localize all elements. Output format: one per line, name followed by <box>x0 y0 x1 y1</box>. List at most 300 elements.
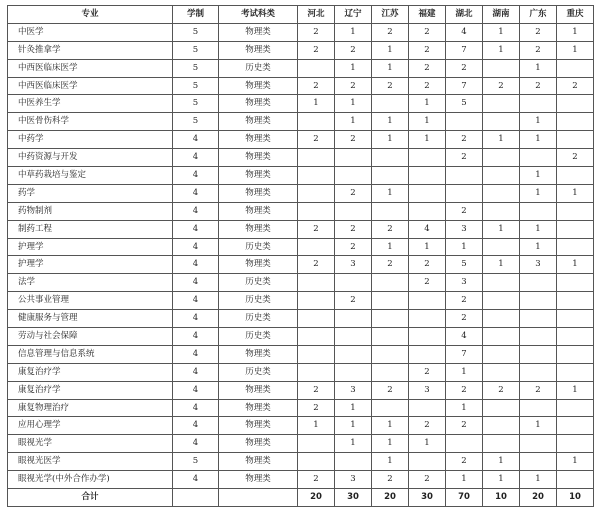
table-row <box>8 23 594 41</box>
quota-cell: 1 <box>483 453 520 471</box>
quota-cell <box>372 149 409 167</box>
quota-cell: 1 <box>557 256 594 274</box>
quota-cell: 3 <box>335 256 372 274</box>
exam-type-cell: 历史类 <box>219 274 298 292</box>
quota-cell <box>520 363 557 381</box>
quota-cell: 1 <box>409 238 446 256</box>
major-cell: 中医学 <box>8 23 173 41</box>
header-exam-type: 考试科类 <box>219 6 298 24</box>
total-jiangsu: 20 <box>372 489 409 507</box>
quota-cell: 1 <box>409 131 446 149</box>
major-cell: 眼视光医学 <box>8 453 173 471</box>
quota-cell: 2 <box>372 381 409 399</box>
quota-cell: 2 <box>335 238 372 256</box>
header-hebei: 河北 <box>298 6 335 24</box>
years-cell: 4 <box>173 184 219 202</box>
quota-cell <box>483 95 520 113</box>
quota-cell: 1 <box>298 417 335 435</box>
enrollment-plan-table <box>7 5 594 507</box>
quota-cell: 2 <box>409 41 446 59</box>
exam-type-cell: 物理类 <box>219 167 298 185</box>
quota-cell: 2 <box>372 77 409 95</box>
exam-type-cell: 历史类 <box>219 238 298 256</box>
exam-type-cell: 物理类 <box>219 471 298 489</box>
quota-cell: 1 <box>520 471 557 489</box>
total-chongqing: 10 <box>557 489 594 507</box>
quota-cell <box>483 113 520 131</box>
years-cell: 4 <box>173 328 219 346</box>
quota-cell: 4 <box>446 23 483 41</box>
major-cell: 法学 <box>8 274 173 292</box>
quota-cell: 2 <box>298 41 335 59</box>
table-row <box>8 167 594 185</box>
years-cell: 4 <box>173 149 219 167</box>
quota-cell <box>557 435 594 453</box>
quota-cell <box>372 167 409 185</box>
exam-type-cell: 物理类 <box>219 399 298 417</box>
quota-cell: 2 <box>298 471 335 489</box>
quota-cell <box>557 363 594 381</box>
major-cell: 健康服务与管理 <box>8 310 173 328</box>
quota-cell <box>372 399 409 417</box>
quota-cell: 2 <box>446 59 483 77</box>
exam-type-cell: 物理类 <box>219 113 298 131</box>
table-row <box>8 363 594 381</box>
exam-type-cell: 物理类 <box>219 417 298 435</box>
quota-cell: 2 <box>298 77 335 95</box>
quota-cell <box>483 238 520 256</box>
quota-cell: 2 <box>335 131 372 149</box>
quota-cell: 4 <box>446 328 483 346</box>
quota-cell: 2 <box>446 381 483 399</box>
quota-cell: 1 <box>335 435 372 453</box>
quota-cell <box>298 345 335 363</box>
quota-cell <box>409 328 446 346</box>
quota-cell: 3 <box>446 220 483 238</box>
years-cell: 4 <box>173 471 219 489</box>
years-cell: 5 <box>173 95 219 113</box>
table-row <box>8 41 594 59</box>
quota-cell: 1 <box>520 238 557 256</box>
quota-cell: 1 <box>446 399 483 417</box>
quota-cell: 1 <box>409 95 446 113</box>
quota-cell: 1 <box>557 23 594 41</box>
major-cell: 信息管理与信息系统 <box>8 345 173 363</box>
quota-cell: 2 <box>335 292 372 310</box>
header-guangdong: 广东 <box>520 6 557 24</box>
total-guangdong: 20 <box>520 489 557 507</box>
quota-cell: 2 <box>372 220 409 238</box>
quota-cell <box>335 328 372 346</box>
quota-cell <box>520 345 557 363</box>
major-cell: 眼视光学(中外合作办学) <box>8 471 173 489</box>
quota-cell <box>335 310 372 328</box>
quota-cell: 1 <box>557 184 594 202</box>
quota-cell <box>409 345 446 363</box>
table-row <box>8 435 594 453</box>
table-row <box>8 274 594 292</box>
quota-cell <box>483 435 520 453</box>
quota-cell <box>409 184 446 202</box>
exam-type-cell: 历史类 <box>219 59 298 77</box>
total-fujian: 30 <box>409 489 446 507</box>
table-row <box>8 345 594 363</box>
total-liaoning: 30 <box>335 489 372 507</box>
years-cell: 4 <box>173 399 219 417</box>
major-cell: 中草药栽培与鉴定 <box>8 167 173 185</box>
quota-cell <box>557 220 594 238</box>
major-cell: 中药资源与开发 <box>8 149 173 167</box>
exam-type-cell: 历史类 <box>219 310 298 328</box>
quota-cell <box>335 149 372 167</box>
quota-cell: 1 <box>446 363 483 381</box>
quota-cell: 2 <box>335 77 372 95</box>
quota-cell <box>335 363 372 381</box>
years-cell: 4 <box>173 417 219 435</box>
quota-cell: 1 <box>335 95 372 113</box>
quota-cell: 2 <box>409 256 446 274</box>
quota-cell <box>483 345 520 363</box>
table-row <box>8 256 594 274</box>
quota-cell <box>298 167 335 185</box>
major-cell: 公共事业管理 <box>8 292 173 310</box>
quota-cell: 1 <box>446 471 483 489</box>
table-row <box>8 184 594 202</box>
quota-cell <box>557 310 594 328</box>
quota-cell <box>335 167 372 185</box>
quota-cell <box>372 310 409 328</box>
plan-table-container <box>7 5 593 507</box>
major-cell: 中西医临床医学 <box>8 77 173 95</box>
quota-cell: 2 <box>520 23 557 41</box>
quota-cell: 2 <box>335 220 372 238</box>
exam-type-cell: 历史类 <box>219 292 298 310</box>
quota-cell <box>483 184 520 202</box>
quota-cell <box>298 435 335 453</box>
quota-cell <box>409 167 446 185</box>
quota-cell: 1 <box>520 59 557 77</box>
years-cell: 5 <box>173 453 219 471</box>
years-cell: 4 <box>173 345 219 363</box>
total-empty-years <box>173 489 219 507</box>
years-cell: 4 <box>173 220 219 238</box>
quota-cell: 2 <box>483 381 520 399</box>
quota-cell <box>298 202 335 220</box>
major-cell: 康复物理治疗 <box>8 399 173 417</box>
table-body <box>8 23 594 488</box>
quota-cell <box>483 167 520 185</box>
quota-cell <box>557 328 594 346</box>
quota-cell: 4 <box>409 220 446 238</box>
quota-cell: 2 <box>409 274 446 292</box>
quota-cell: 2 <box>520 77 557 95</box>
header-hubei: 湖北 <box>446 6 483 24</box>
quota-cell: 1 <box>520 113 557 131</box>
quota-cell: 2 <box>298 381 335 399</box>
quota-cell: 2 <box>298 399 335 417</box>
quota-cell: 1 <box>372 131 409 149</box>
exam-type-cell: 物理类 <box>219 256 298 274</box>
table-row <box>8 292 594 310</box>
quota-cell: 2 <box>335 41 372 59</box>
quota-cell <box>483 399 520 417</box>
quota-cell <box>372 274 409 292</box>
quota-cell <box>483 310 520 328</box>
quota-cell <box>298 184 335 202</box>
quota-cell: 1 <box>335 113 372 131</box>
quota-cell <box>298 328 335 346</box>
quota-cell <box>520 328 557 346</box>
quota-cell <box>298 292 335 310</box>
quota-cell: 5 <box>446 95 483 113</box>
quota-cell: 7 <box>446 345 483 363</box>
exam-type-cell: 物理类 <box>219 381 298 399</box>
exam-type-cell: 物理类 <box>219 131 298 149</box>
major-cell: 药学 <box>8 184 173 202</box>
quota-cell <box>409 292 446 310</box>
quota-cell <box>409 202 446 220</box>
header-fujian: 福建 <box>409 6 446 24</box>
quota-cell: 2 <box>446 453 483 471</box>
exam-type-cell: 历史类 <box>219 363 298 381</box>
table-row <box>8 131 594 149</box>
years-cell: 4 <box>173 435 219 453</box>
table-row <box>8 399 594 417</box>
quota-cell: 1 <box>335 399 372 417</box>
quota-cell: 2 <box>520 381 557 399</box>
header-liaoning: 辽宁 <box>335 6 372 24</box>
quota-cell: 1 <box>372 417 409 435</box>
quota-cell: 1 <box>335 23 372 41</box>
major-cell: 护理学 <box>8 256 173 274</box>
years-cell: 4 <box>173 292 219 310</box>
quota-cell: 2 <box>446 149 483 167</box>
quota-cell: 2 <box>557 77 594 95</box>
quota-cell <box>557 167 594 185</box>
exam-type-cell: 物理类 <box>219 435 298 453</box>
quota-cell <box>409 149 446 167</box>
quota-cell <box>557 399 594 417</box>
quota-cell <box>483 292 520 310</box>
table-row <box>8 417 594 435</box>
exam-type-cell: 物理类 <box>219 41 298 59</box>
quota-cell: 2 <box>520 41 557 59</box>
table-row <box>8 381 594 399</box>
quota-cell <box>446 184 483 202</box>
quota-cell <box>483 363 520 381</box>
quota-cell <box>483 202 520 220</box>
header-major: 专业 <box>8 6 173 24</box>
quota-cell <box>520 149 557 167</box>
years-cell: 5 <box>173 23 219 41</box>
quota-cell: 2 <box>409 417 446 435</box>
quota-cell: 2 <box>409 77 446 95</box>
years-cell: 5 <box>173 77 219 95</box>
quota-cell <box>335 345 372 363</box>
quota-cell <box>335 274 372 292</box>
quota-cell: 3 <box>335 471 372 489</box>
quota-cell: 1 <box>409 435 446 453</box>
quota-cell: 2 <box>298 256 335 274</box>
quota-cell <box>298 310 335 328</box>
quota-cell: 1 <box>372 41 409 59</box>
quota-cell <box>335 453 372 471</box>
major-cell: 中药学 <box>8 131 173 149</box>
table-row <box>8 77 594 95</box>
exam-type-cell: 物理类 <box>219 77 298 95</box>
major-cell: 护理学 <box>8 238 173 256</box>
major-cell: 针灸推拿学 <box>8 41 173 59</box>
quota-cell: 7 <box>446 77 483 95</box>
quota-cell <box>298 113 335 131</box>
years-cell: 5 <box>173 113 219 131</box>
quota-cell <box>446 167 483 185</box>
quota-cell: 2 <box>335 184 372 202</box>
quota-cell <box>409 399 446 417</box>
major-cell: 制药工程 <box>8 220 173 238</box>
quota-cell: 2 <box>409 363 446 381</box>
quota-cell <box>298 274 335 292</box>
quota-cell <box>335 202 372 220</box>
years-cell: 4 <box>173 274 219 292</box>
header-chongqing: 重庆 <box>557 6 594 24</box>
quota-cell <box>483 417 520 435</box>
exam-type-cell: 物理类 <box>219 95 298 113</box>
quota-cell <box>520 202 557 220</box>
years-cell: 4 <box>173 381 219 399</box>
quota-cell: 1 <box>520 167 557 185</box>
table-row <box>8 59 594 77</box>
exam-type-cell: 物理类 <box>219 220 298 238</box>
exam-type-cell: 物理类 <box>219 23 298 41</box>
quota-cell <box>372 95 409 113</box>
quota-cell: 1 <box>520 417 557 435</box>
exam-type-cell: 历史类 <box>219 328 298 346</box>
years-cell: 4 <box>173 167 219 185</box>
years-cell: 4 <box>173 131 219 149</box>
total-row <box>8 489 594 507</box>
quota-cell: 3 <box>335 381 372 399</box>
table-row <box>8 220 594 238</box>
quota-cell <box>557 345 594 363</box>
quota-cell <box>446 435 483 453</box>
quota-cell: 1 <box>298 95 335 113</box>
table-row <box>8 328 594 346</box>
quota-cell <box>520 292 557 310</box>
quota-cell <box>557 202 594 220</box>
quota-cell <box>520 274 557 292</box>
table-row <box>8 471 594 489</box>
quota-cell <box>372 363 409 381</box>
table-row <box>8 238 594 256</box>
quota-cell <box>298 238 335 256</box>
quota-cell: 1 <box>483 220 520 238</box>
quota-cell: 1 <box>557 453 594 471</box>
quota-cell <box>372 292 409 310</box>
quota-cell: 3 <box>446 274 483 292</box>
exam-type-cell: 物理类 <box>219 184 298 202</box>
exam-type-cell: 物理类 <box>219 149 298 167</box>
major-cell: 康复治疗学 <box>8 363 173 381</box>
quota-cell: 1 <box>520 131 557 149</box>
quota-cell: 2 <box>409 59 446 77</box>
quota-cell: 1 <box>483 131 520 149</box>
quota-cell: 1 <box>372 59 409 77</box>
quota-cell: 2 <box>372 471 409 489</box>
table-row <box>8 95 594 113</box>
years-cell: 4 <box>173 202 219 220</box>
major-cell: 中西医临床医学 <box>8 59 173 77</box>
major-cell: 药物制剂 <box>8 202 173 220</box>
quota-cell <box>483 149 520 167</box>
quota-cell: 1 <box>372 113 409 131</box>
quota-cell <box>298 59 335 77</box>
quota-cell: 1 <box>483 256 520 274</box>
table-row <box>8 310 594 328</box>
quota-cell: 7 <box>446 41 483 59</box>
total-hebei: 20 <box>298 489 335 507</box>
quota-cell <box>520 435 557 453</box>
quota-cell <box>557 417 594 435</box>
quota-cell: 5 <box>446 256 483 274</box>
exam-type-cell: 物理类 <box>219 345 298 363</box>
quota-cell: 3 <box>520 256 557 274</box>
major-cell: 劳动与社会保障 <box>8 328 173 346</box>
exam-type-cell: 物理类 <box>219 202 298 220</box>
major-cell: 中医骨伤科学 <box>8 113 173 131</box>
total-hubei: 70 <box>446 489 483 507</box>
quota-cell: 2 <box>372 23 409 41</box>
quota-cell: 1 <box>335 59 372 77</box>
quota-cell <box>557 238 594 256</box>
quota-cell: 2 <box>446 417 483 435</box>
quota-cell: 1 <box>446 238 483 256</box>
quota-cell: 1 <box>557 381 594 399</box>
quota-cell <box>298 149 335 167</box>
quota-cell <box>520 95 557 113</box>
major-cell: 康复治疗学 <box>8 381 173 399</box>
quota-cell <box>557 131 594 149</box>
quota-cell: 3 <box>409 381 446 399</box>
quota-cell: 1 <box>372 453 409 471</box>
years-cell: 4 <box>173 256 219 274</box>
quota-cell: 2 <box>298 220 335 238</box>
quota-cell: 1 <box>372 238 409 256</box>
quota-cell: 1 <box>483 23 520 41</box>
quota-cell: 2 <box>557 149 594 167</box>
quota-cell <box>483 274 520 292</box>
quota-cell: 2 <box>409 471 446 489</box>
table-row <box>8 453 594 471</box>
quota-cell: 1 <box>520 184 557 202</box>
quota-cell <box>520 399 557 417</box>
quota-cell: 1 <box>372 184 409 202</box>
quota-cell: 1 <box>335 417 372 435</box>
quota-cell: 2 <box>298 131 335 149</box>
quota-cell <box>520 453 557 471</box>
quota-cell <box>557 95 594 113</box>
quota-cell <box>557 113 594 131</box>
quota-cell <box>372 202 409 220</box>
years-cell: 5 <box>173 59 219 77</box>
quota-cell: 1 <box>372 435 409 453</box>
table-row <box>8 113 594 131</box>
years-cell: 4 <box>173 363 219 381</box>
quota-cell <box>409 310 446 328</box>
quota-cell: 2 <box>409 23 446 41</box>
years-cell: 4 <box>173 310 219 328</box>
table-row <box>8 202 594 220</box>
